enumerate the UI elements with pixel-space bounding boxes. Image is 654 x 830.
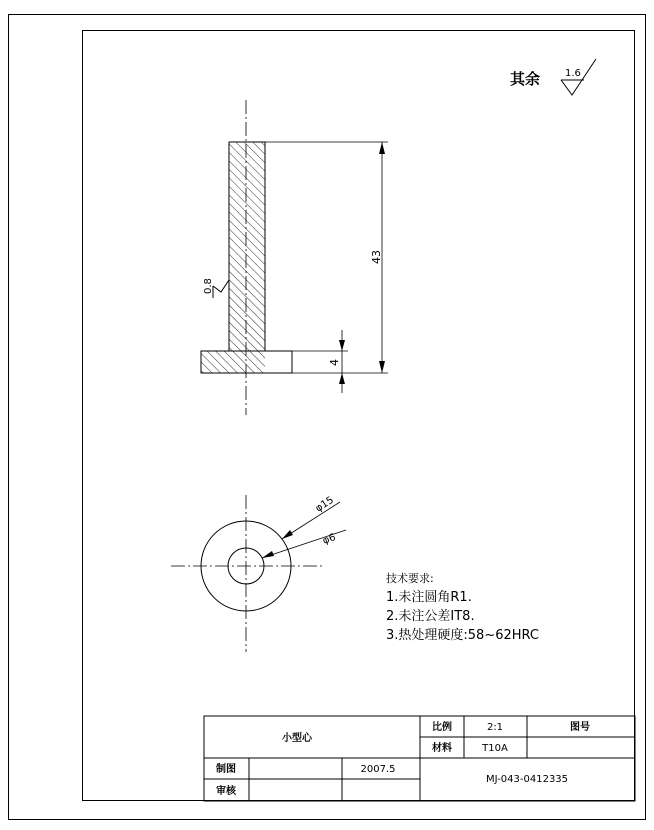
local-roughness-value: 0.8 xyxy=(203,278,214,294)
part-name: 小型心 xyxy=(282,733,312,744)
arrow-up xyxy=(339,373,345,384)
scale-label: 比例 xyxy=(432,722,452,733)
title-block xyxy=(204,716,635,801)
arrow-down xyxy=(379,361,385,373)
height-dimension xyxy=(265,142,388,373)
sleeve-wall-hatch xyxy=(229,142,265,351)
tech-item: 3.热处理硬度:58~62HRC xyxy=(386,628,539,643)
drawing-code: MJ-043-0412335 xyxy=(485,774,569,785)
reviewed-label: 审核 xyxy=(216,786,236,797)
material-value: T10A xyxy=(482,743,508,754)
arrow-down xyxy=(339,340,345,351)
dimension-outer-diameter: φ15 xyxy=(313,494,336,515)
dimension-inner-diameter: φ6 xyxy=(321,532,338,547)
scale-value: 2:1 xyxy=(486,722,504,733)
flange-thickness-dimension xyxy=(292,330,348,393)
technical-requirements xyxy=(386,571,539,643)
tech-item: 2.未注公差IT8. xyxy=(386,609,475,624)
arrow-up xyxy=(379,142,385,154)
tech-item: 1.未注圆角R1. xyxy=(386,590,472,605)
dimension-flange-text: 4 xyxy=(328,359,341,366)
tech-heading: 技术要求: xyxy=(386,572,434,585)
flange-right-blank xyxy=(265,351,292,373)
local-roughness-note xyxy=(203,278,229,298)
general-roughness-note xyxy=(510,59,596,95)
general-roughness-value: 1.6 xyxy=(565,68,581,79)
drawing-no-label: 图号 xyxy=(570,722,590,733)
drawn-date: 2007.5 xyxy=(360,764,396,775)
plan-view xyxy=(171,495,346,652)
local-roughness-symbol xyxy=(213,280,229,292)
arrow-outer-diameter xyxy=(282,530,293,539)
section-view xyxy=(201,142,292,373)
material-label: 材料 xyxy=(432,743,452,754)
general-roughness-label: 其余 xyxy=(510,70,541,88)
drawn-label: 制图 xyxy=(216,764,236,775)
dimension-height-text: 43 xyxy=(370,250,383,264)
arrow-inner-diameter xyxy=(262,551,274,558)
